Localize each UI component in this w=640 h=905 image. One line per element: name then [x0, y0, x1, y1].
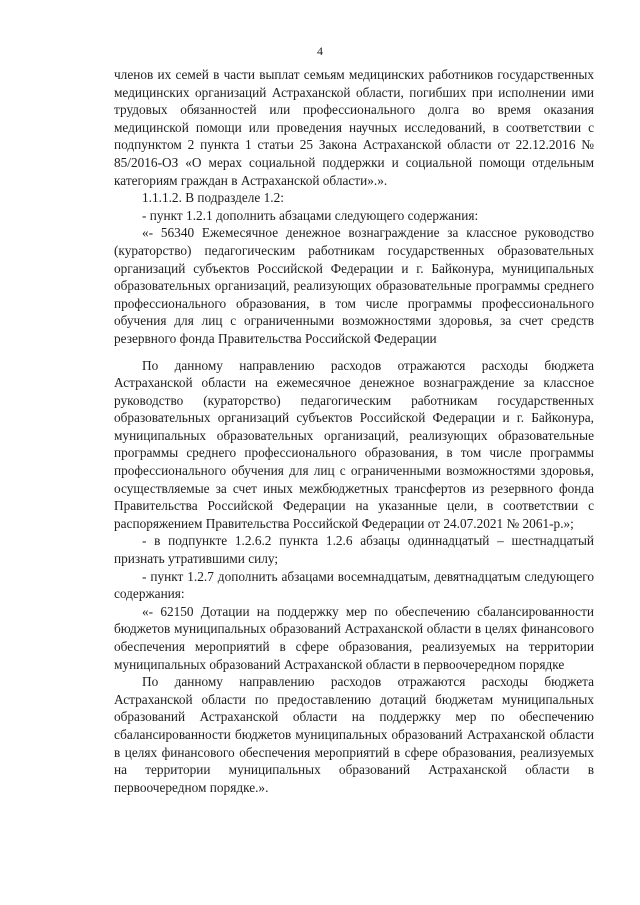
page-number: 4 — [317, 44, 323, 58]
paragraph-code-56340: «- 56340 Ежемесячное денежное вознаграждение за классное руководство (кураторство) педагогическим работникам государственных образовательных организаций субъектов Российской Федерации и г. Байконура, муниципальных образовательных организаций, реализующих образовательные программы среднего профессионального образования, в том числе программы профессионального обучения для лиц с ограниченными возможностями здоровья, за счет средств резервного фонда Правительства Российской Федерации — [114, 225, 594, 346]
paragraph-expense-description-1: По данному направлению расходов отражаются расходы бюджета Астраханской области на ежемесячное денежное вознаграждение за классное руководство (кураторство) педагогическим работникам государственных образовательных организаций субъектов Российской Федерации и г. Байконура, муниципальных образовательных организаций, реализующих образовательные программы среднего профессионального образования, в том числе программы профессионального обучения для лиц с ограниченными возможностями здоровья, осуществляемые за счет иных межбюджетных трансфертов из резервного фонда Правительства Российской Федерации на указанные цели, в соответствии с распоряжением Правительства Российской Федерации от 24.07.2021 № 2061-р.»; — [114, 357, 594, 531]
paragraph-expense-description-2: По данному направлению расходов отражаются расходы бюджета Астраханской области по предоставлению дотаций бюджетам муниципальных образований Астраханской области на поддержку мер по обеспечению сбалансированности бюджетов муниципальных образований Астраханской области в целях финансового обеспечения мероприятий в сфере образования, реализуемых на территории муниципальных образований Астраханской области в первоочередном порядке.». — [114, 674, 594, 795]
paragraph-continuation: членов их семей в части выплат семьям медицинских работников государственных медицинских организаций Астраханской области, погибших при исполнении ими трудовых обязанностей или профессионального долга во время оказания медицинской помощи или проведения научных исследований, в соответствии с подпунктом 2 пункта 1 статьи 25 Закона Астраханской области от 22.12.2016 № 85/2016-ОЗ «О мерах социальной поддержки и социальной помощи отдельным категориям граждан в Астраханской области».». — [114, 67, 594, 188]
paragraph-amendment-1-2-7: - пункт 1.2.7 дополнить абзацами восемнадцатым, девятнадцатым следующего содержания: — [114, 568, 594, 602]
paragraph-subsection-heading: 1.1.1.2. В подразделе 1.2: — [142, 190, 284, 206]
paragraph-amendment-1-2-6-2: - в подпункте 1.2.6.2 пункта 1.2.6 абзацы одиннадцатый – шестнадцатый признать утратившими силу; — [114, 533, 594, 567]
paragraph-amendment-1-2-1: - пункт 1.2.1 дополнить абзацами следующего содержания: — [142, 207, 479, 223]
document-body — [114, 66, 594, 796]
paragraph-code-62150: «- 62150 Дотации на поддержку мер по обеспечению сбалансированности бюджетов муниципальных образований Астраханской области в целях финансового обеспечения мероприятий в сфере образования, реализуемых на территории муниципальных образований Астраханской области в первоочередном порядке — [114, 603, 594, 672]
